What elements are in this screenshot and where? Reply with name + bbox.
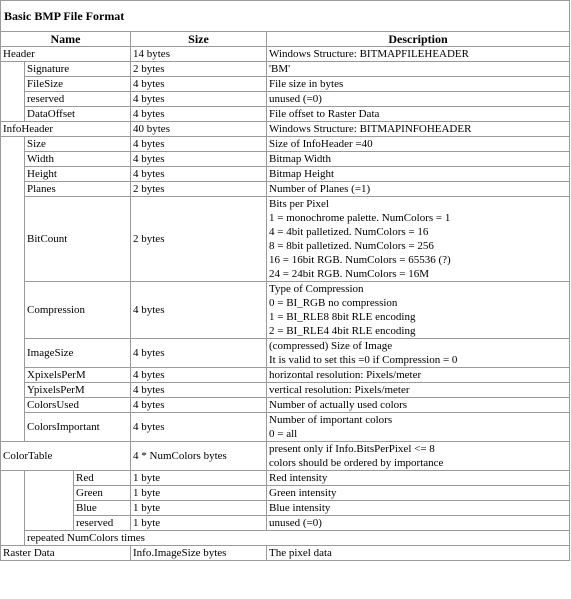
- table-row: [1, 62, 570, 77]
- field-name: Size: [25, 137, 131, 152]
- section-description: Windows Structure: BITMAPINFOHEADER: [267, 122, 570, 137]
- table-row: [1, 368, 570, 383]
- field-description: [267, 77, 570, 92]
- indent-cell: [25, 471, 74, 531]
- table-row: [1, 137, 570, 152]
- description-line: vertical resolution: Pixels/meter: [269, 384, 410, 396]
- field-size: 2 bytes: [131, 197, 267, 282]
- field-size: 4 bytes: [131, 398, 267, 413]
- description-line: unused (=0): [269, 93, 322, 105]
- indent-cell: [1, 137, 25, 442]
- field-description: [267, 107, 570, 122]
- description-line: Type of Compression: [269, 283, 364, 295]
- field-description: [267, 167, 570, 182]
- field-size: 4 bytes: [131, 282, 267, 339]
- field-size: 4 bytes: [131, 339, 267, 368]
- field-name: Blue: [74, 501, 131, 516]
- table-row: [1, 413, 570, 442]
- description-line: File offset to Raster Data: [269, 108, 380, 120]
- field-size: 4 bytes: [131, 77, 267, 92]
- field-description: [267, 398, 570, 413]
- table-row: [1, 182, 570, 197]
- field-size: 4 bytes: [131, 368, 267, 383]
- field-size: 4 bytes: [131, 107, 267, 122]
- field-name: Signature: [25, 62, 131, 77]
- description-line: 4 = 4bit palletized. NumColors = 16: [269, 226, 429, 238]
- field-description: [267, 152, 570, 167]
- description-line: Number of Planes (=1): [269, 183, 371, 195]
- description-line: It is valid to set this =0 if Compression = 0: [269, 354, 458, 366]
- description-line: 16 = 16bit RGB. NumColors = 65536 (?): [269, 254, 451, 266]
- description-line: 1 = monochrome palette. NumColors = 1: [269, 212, 451, 224]
- field-name: XpixelsPerM: [25, 368, 131, 383]
- field-size: 4 bytes: [131, 383, 267, 398]
- section-name-rasterdata: Raster Data: [1, 546, 131, 561]
- table-row: [1, 383, 570, 398]
- indent-cell: [1, 471, 25, 546]
- description-line: 2 = BI_RLE4 4bit RLE encoding: [269, 325, 416, 337]
- section-size: 40 bytes: [131, 122, 267, 137]
- description-line: Number of actually used colors: [269, 399, 408, 411]
- description-line: unused (=0): [269, 517, 322, 529]
- description-line: Blue intensity: [269, 502, 331, 514]
- table-title: Basic BMP File Format: [1, 1, 570, 32]
- description-line: File size in bytes: [269, 78, 344, 90]
- field-description: [267, 182, 570, 197]
- table-row: [1, 501, 570, 516]
- field-name: ColorsImportant: [25, 413, 131, 442]
- field-name: Red: [74, 471, 131, 486]
- field-description: [267, 501, 570, 516]
- table-row: [1, 122, 570, 137]
- description-line: Bits per Pixel: [269, 198, 329, 210]
- field-name: ImageSize: [25, 339, 131, 368]
- description-line: Number of important colors: [269, 414, 393, 426]
- description-line: 24 = 24bit RGB. NumColors = 16M: [269, 268, 430, 280]
- table-row: [1, 152, 570, 167]
- table-row: [1, 531, 570, 546]
- field-name: Height: [25, 167, 131, 182]
- description-line: Bitmap Width: [269, 153, 331, 165]
- field-name: YpixelsPerM: [25, 383, 131, 398]
- repeat-note: repeated NumColors times: [25, 531, 570, 546]
- field-description: [267, 368, 570, 383]
- description-line: Green intensity: [269, 487, 337, 499]
- table-row: [1, 282, 570, 339]
- field-description: [267, 92, 570, 107]
- table-row: [1, 197, 570, 282]
- field-size: 1 byte: [131, 516, 267, 531]
- description-line: Red intensity: [269, 472, 328, 484]
- section-name-infoheader: InfoHeader: [1, 122, 131, 137]
- description-line: present only if Info.BitsPerPixel <= 8: [269, 443, 435, 455]
- field-size: 4 bytes: [131, 137, 267, 152]
- column-header-size: Size: [131, 32, 267, 47]
- table-row: [1, 442, 570, 471]
- field-description: [267, 486, 570, 501]
- field-description: [267, 471, 570, 486]
- section-description: Windows Structure: BITMAPFILEHEADER: [267, 47, 570, 62]
- section-size: Info.ImageSize bytes: [131, 546, 267, 561]
- table-row: [1, 47, 570, 62]
- section-name-header: Header: [1, 47, 131, 62]
- section-size: 4 * NumColors bytes: [131, 442, 267, 471]
- table-row: [1, 92, 570, 107]
- description-line: 1 = BI_RLE8 8bit RLE encoding: [269, 311, 416, 323]
- description-line: 'BM': [269, 63, 291, 75]
- field-size: 4 bytes: [131, 152, 267, 167]
- table-row: [1, 471, 570, 486]
- table-row: [1, 546, 570, 561]
- field-name: Green: [74, 486, 131, 501]
- field-name: Width: [25, 152, 131, 167]
- field-name: FileSize: [25, 77, 131, 92]
- field-description: [267, 413, 570, 442]
- column-header-name: Name: [1, 32, 131, 47]
- field-description: [267, 282, 570, 339]
- table-row: [1, 77, 570, 92]
- field-name: reserved: [74, 516, 131, 531]
- field-size: 4 bytes: [131, 92, 267, 107]
- field-name: Compression: [25, 282, 131, 339]
- section-description: The pixel data: [267, 546, 570, 561]
- section-description: [267, 442, 570, 471]
- field-description: [267, 197, 570, 282]
- field-size: 1 byte: [131, 501, 267, 516]
- section-name-colortable: ColorTable: [1, 442, 131, 471]
- description-line: Size of InfoHeader =40: [269, 138, 373, 150]
- column-header-description: Description: [267, 32, 570, 47]
- field-size: 2 bytes: [131, 182, 267, 197]
- field-description: [267, 137, 570, 152]
- field-size: 4 bytes: [131, 167, 267, 182]
- table-row: [1, 107, 570, 122]
- field-size: 1 byte: [131, 486, 267, 501]
- description-line: colors should be ordered by importance: [269, 457, 444, 469]
- description-line: 0 = BI_RGB no compression: [269, 297, 398, 309]
- field-description: [267, 62, 570, 77]
- field-description: [267, 383, 570, 398]
- table-row: [1, 167, 570, 182]
- field-name: reserved: [25, 92, 131, 107]
- table-row: [1, 398, 570, 413]
- field-size: 1 byte: [131, 471, 267, 486]
- section-size: 14 bytes: [131, 47, 267, 62]
- field-name: ColorsUsed: [25, 398, 131, 413]
- table-row: [1, 516, 570, 531]
- field-name: DataOffset: [25, 107, 131, 122]
- field-description: [267, 339, 570, 368]
- description-line: 0 = all: [269, 428, 298, 440]
- indent-cell: [1, 62, 25, 122]
- field-name: Planes: [25, 182, 131, 197]
- table-row: [1, 486, 570, 501]
- field-name: BitCount: [25, 197, 131, 282]
- description-line: Bitmap Height: [269, 168, 335, 180]
- description-line: (compressed) Size of Image: [269, 340, 393, 352]
- field-size: 2 bytes: [131, 62, 267, 77]
- description-line: horizontal resolution: Pixels/meter: [269, 369, 422, 381]
- description-line: 8 = 8bit palletized. NumColors = 256: [269, 240, 434, 252]
- table-row: [1, 339, 570, 368]
- field-description: [267, 516, 570, 531]
- field-size: 4 bytes: [131, 413, 267, 442]
